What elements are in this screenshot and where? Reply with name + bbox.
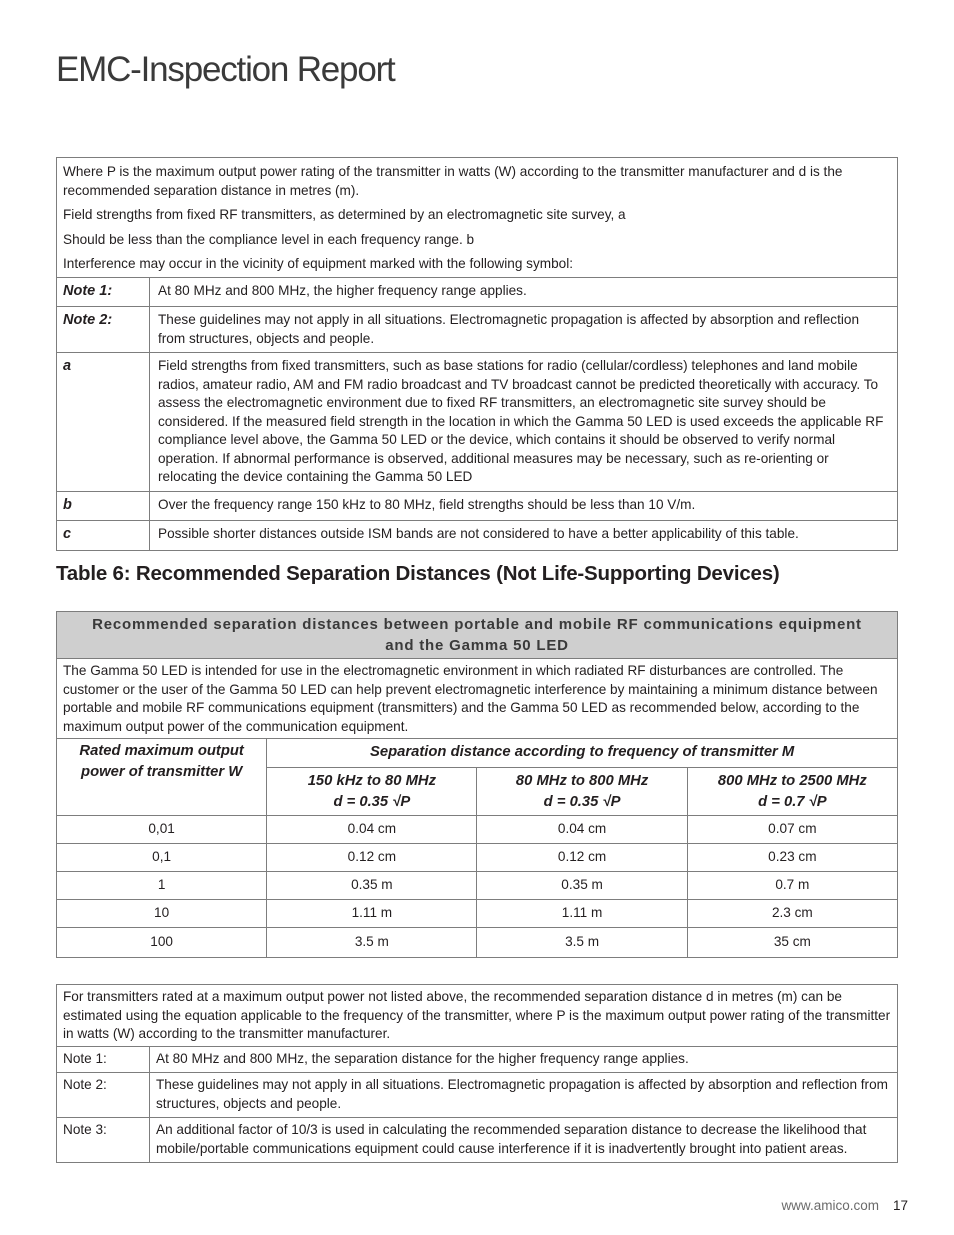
footer-url: www.amico.com xyxy=(781,1198,879,1213)
frequency-column-header xyxy=(687,768,897,816)
table-header: Recommended separation distances between portable and mobile RF communications equipment and the Gamma 50 LED xyxy=(57,612,898,659)
table-row xyxy=(57,816,898,844)
table-row xyxy=(57,1073,898,1118)
table-row xyxy=(57,900,898,928)
table-row xyxy=(57,1118,898,1163)
table-intro: For transmitters rated at a maximum output power not listed above, the recommended separation distance d in metres (m) can be estimated using the equation applicable to the frequency of the transmitter, where P is the maximum output power rating of the transmitter in watts (W) according to the transmitter manufacturer. xyxy=(57,985,898,1047)
table-6-heading: Table 6: Recommended Separation Distances (Not Life-Supporting Devices) xyxy=(56,562,780,585)
table-cell: 0.07 cm xyxy=(687,816,897,844)
table-cell: 1.11 m xyxy=(267,900,477,928)
page-footer xyxy=(781,1198,908,1213)
table-cell: 100 xyxy=(57,928,267,958)
intro-line: Should be less than the compliance level in each frequency range. b xyxy=(57,227,898,252)
frequency-range: 150 kHz to 80 MHz xyxy=(307,773,436,789)
table-cell: 0.04 cm xyxy=(267,816,477,844)
table-cell: 0,01 xyxy=(57,816,267,844)
table-cell: 0,1 xyxy=(57,844,267,872)
note-label: Note 1: xyxy=(57,1046,150,1073)
page-number: 17 xyxy=(892,1198,908,1213)
table-row xyxy=(57,277,898,307)
table-row xyxy=(57,307,898,353)
table-row xyxy=(57,491,898,521)
note-text: At 80 MHz and 800 MHz, the higher frequency range applies. xyxy=(150,277,898,307)
intro-line: Interference may occur in the vicinity of equipment marked with the following symbol: xyxy=(57,251,898,277)
note-text: At 80 MHz and 800 MHz, the separation distance for the higher frequency range applies. xyxy=(150,1046,898,1073)
note-text: These guidelines may not apply in all situations. Electromagnetic propagation is affected by absorption and reflection from structures, objects and people. xyxy=(150,307,898,353)
note-label: Note 1: xyxy=(57,277,150,307)
table-cell: 0.35 m xyxy=(477,872,687,900)
frequency-range: 80 MHz to 800 MHz xyxy=(515,773,649,789)
intro-line: Where P is the maximum output power rating of the transmitter in watts (W) according to the transmitter manufacturer and d is the recommended separation distance in metres (m). xyxy=(57,158,898,203)
table-cell: 10 xyxy=(57,900,267,928)
table-cell: 0.23 cm xyxy=(687,844,897,872)
emc-notes-table xyxy=(56,157,898,551)
frequency-formula: d = 0.35 √P xyxy=(333,794,411,810)
note-text: These guidelines may not apply in all situations. Electromagnetic propagation is affected by absorption and reflection from structures, objects and people. xyxy=(150,1073,898,1118)
table-cell: 35 cm xyxy=(687,928,897,958)
note-text: Possible shorter distances outside ISM bands are not considered to have a better applicability of this table. xyxy=(150,521,898,551)
note-label: c xyxy=(57,521,150,551)
table-cell: 2.3 cm xyxy=(687,900,897,928)
table-intro: The Gamma 50 LED is intended for use in the electromagnetic environment in which radiated RF disturbances are controlled. The customer or the user of the Gamma 50 LED can help prevent electromagnetic interference by maintaining a minimum distance between portable and mobile RF communications equipment (transmitters) and the Gamma 50 LED as recommended below, according to the maximum output power of the communication equipment. xyxy=(57,659,898,739)
frequency-formula: d = 0.7 √P xyxy=(758,794,827,810)
rated-power-header-line: Rated maximum output xyxy=(79,743,244,759)
table-cell: 1 xyxy=(57,872,267,900)
table-cell: 1.11 m xyxy=(477,900,687,928)
rated-power-column-header xyxy=(57,739,267,816)
frequency-column-header xyxy=(267,768,477,816)
frequency-column-header xyxy=(477,768,687,816)
table-row xyxy=(57,928,898,958)
page-title: EMC-Inspection Report xyxy=(56,50,395,89)
table-cell: 3.5 m xyxy=(477,928,687,958)
note-text: Field strengths from fixed transmitters, such as base stations for radio (cellular/cordless) telephones and land mobile radios, amateur radio, AM and FM radio broadcast and TV broadcast cannot be predicted theoretically with accuracy. To assess the electromagnetic environment due to fixed RF transmitters, an electromagnetic site survey should be considered. If the measured field strength in the location in which the Gamma 50 LED is used exceeds the applicable RF compliance level above, the Gamma 50 LED or the device, which contains it should be observed to verify normal operation. If abnormal performance is observed, additional measures may be necessary, such as re-orienting or relocating the device containing the Gamma 50 LED xyxy=(150,353,898,492)
note-label: Note 2: xyxy=(57,307,150,353)
frequency-formula: d = 0.35 √P xyxy=(543,794,621,810)
table-cell: 0.04 cm xyxy=(477,816,687,844)
transmitter-notes-table xyxy=(56,984,898,1163)
table-cell: 0.7 m xyxy=(687,872,897,900)
rated-power-header-line: power of transmitter W xyxy=(81,764,243,780)
note-label: Note 3: xyxy=(57,1118,150,1163)
table-row xyxy=(57,521,898,551)
note-label: a xyxy=(57,353,150,492)
note-text: An additional factor of 10/3 is used in calculating the recommended separation distance to decrease the likelihood that mobile/portable communications equipment could cause interference if it is inadvertently brought into patient areas. xyxy=(150,1118,898,1163)
note-label: b xyxy=(57,491,150,521)
separation-column-header: Separation distance according to frequency of transmitter M xyxy=(267,739,898,768)
intro-line: Field strengths from fixed RF transmitters, as determined by an electromagnetic site survey, a xyxy=(57,202,898,227)
table-cell: 3.5 m xyxy=(267,928,477,958)
table-cell: 0.12 cm xyxy=(267,844,477,872)
frequency-range: 800 MHz to 2500 MHz xyxy=(717,773,867,789)
note-text: Over the frequency range 150 kHz to 80 MHz, field strengths should be less than 10 V/m. xyxy=(150,491,898,521)
table-cell: 0.35 m xyxy=(267,872,477,900)
table-row xyxy=(57,872,898,900)
note-label: Note 2: xyxy=(57,1073,150,1118)
table-row xyxy=(57,353,898,492)
separation-distance-table xyxy=(56,611,898,958)
table-row xyxy=(57,844,898,872)
table-row xyxy=(57,1046,898,1073)
table-cell: 0.12 cm xyxy=(477,844,687,872)
